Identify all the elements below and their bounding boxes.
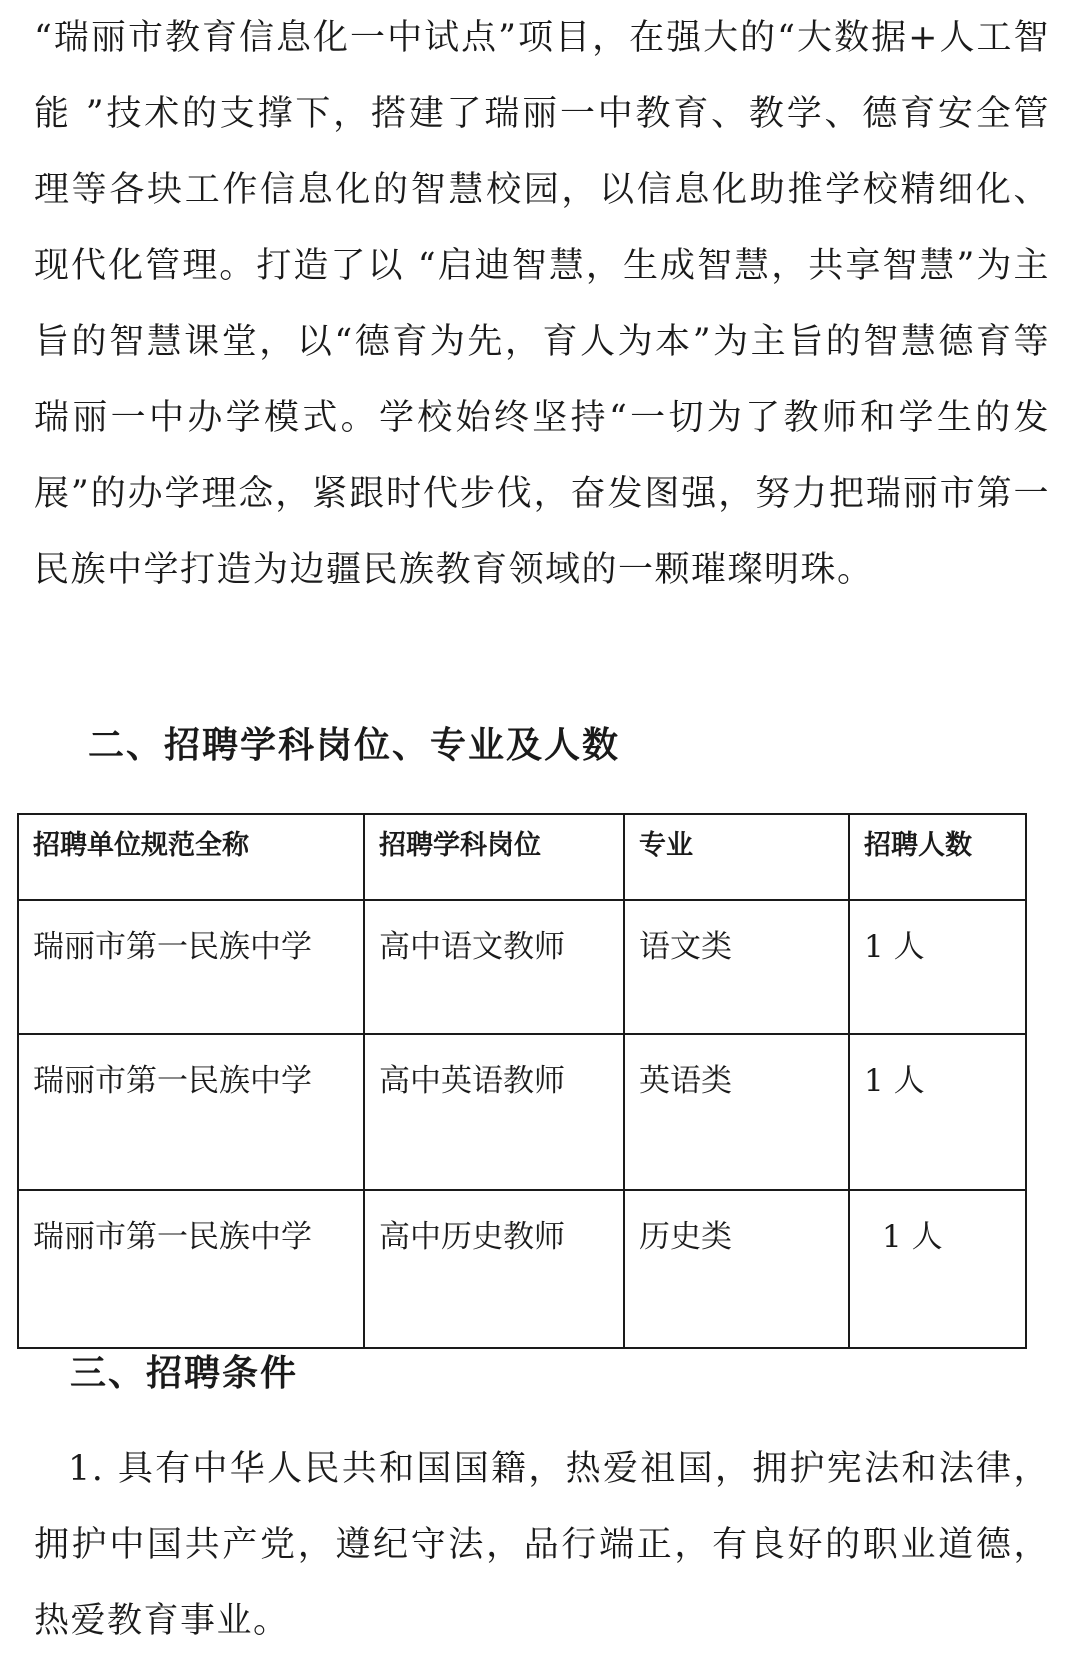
recruitment-table [17,813,1027,1349]
table-row [18,1034,1026,1190]
table-row [18,1190,1026,1348]
cell-headcount: 1 人 [849,900,1026,1034]
cell-headcount: 1 人 [849,1190,1026,1348]
cell-position: 高中语文教师 [364,900,624,1034]
header-major: 专业 [624,814,849,900]
cell-major: 语文类 [624,900,849,1034]
cell-position: 高中历史教师 [364,1190,624,1348]
header-unit-name: 招聘单位规范全称 [18,814,364,900]
cell-unit-name: 瑞丽市第一民族中学 [18,900,364,1034]
header-headcount: 招聘人数 [849,814,1026,900]
section-3-heading: 三、招聘条件 [70,1352,299,1394]
section-2-heading: 二、招聘学科岗位、专业及人数 [88,724,621,766]
header-position: 招聘学科岗位 [364,814,624,900]
cell-position: 高中英语教师 [364,1034,624,1190]
condition-item-1: 1. 具有中华人民共和国国籍，热爱祖国，拥护宪法和法律，拥护中国共产党，遵纪守法，品行端正，有良好的职业道德，热爱教育事业。 [34,1449,1050,1641]
cell-unit-name: 瑞丽市第一民族中学 [18,1034,364,1190]
intro-paragraph: “瑞丽市教育信息化一中试点”项目，在强大的“大数据+人工智能 ”技术的支撑下，搭建了瑞丽一中教育、教学、德育安全管理等各块工作信息化的智慧校园，以信息化助推学校精细化、现代化管理。打造了以 “启迪智慧，生成智慧，共享智慧”为主旨的智慧课堂，以“德育为先，育人为本”为主旨的智慧德育等瑞丽一中办学模式。学校始终坚持“一切为了教师和学生的发展”的办学理念，紧跟时代步伐，奋发图强，努力把瑞丽市第一民族中学打造为边疆民族教育领域的一颗璀璨明珠。 [34,18,1050,590]
cell-headcount: 1 人 [849,1034,1026,1190]
cell-unit-name: 瑞丽市第一民族中学 [18,1190,364,1348]
table-row [18,900,1026,1034]
cell-major: 历史类 [624,1190,849,1348]
cell-major: 英语类 [624,1034,849,1190]
table-header-row [18,814,1026,900]
